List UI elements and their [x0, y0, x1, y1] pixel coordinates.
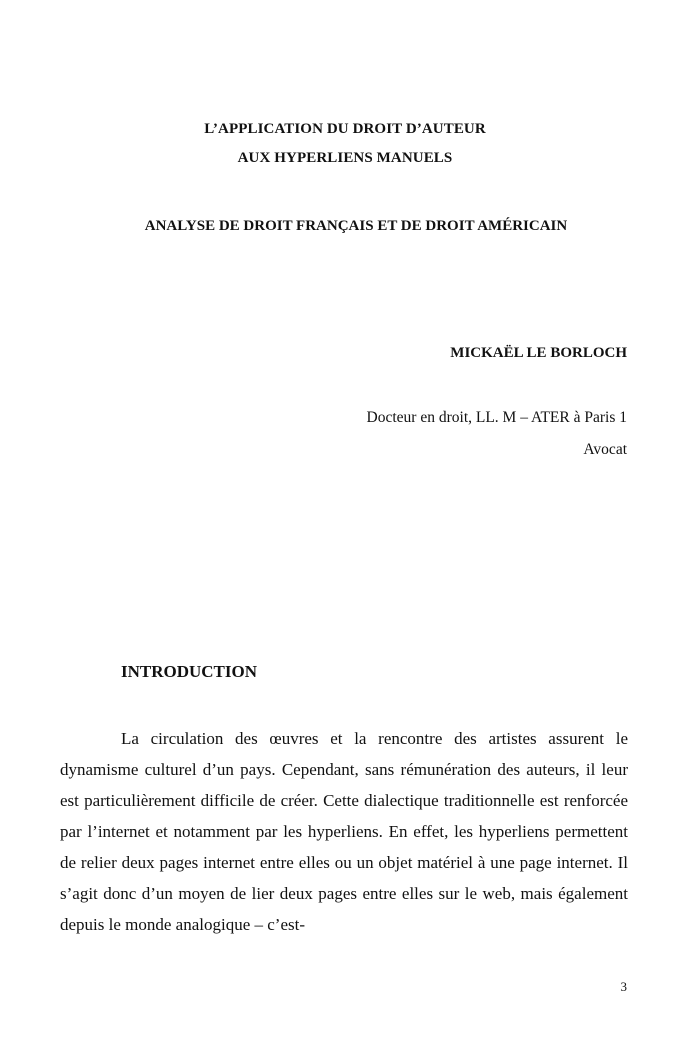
author-profession: Avocat [583, 441, 627, 458]
body-paragraph: La circulation des œuvres et la rencontre des artistes assurent le dynamisme culturel d’un pays. Cependant, sans rémunération des auteurs, il leur est particulièrement difficile de créer. Cette dialectique traditionnelle est renforcée par l’internet et notamment par les hyperliens. En effet, les hyperliens permettent de relier deux pages internet entre elles ou un objet matériel à une page internet. Il s’agit donc d’un moyen de lier deux pages entre elles sur le web, mais également depuis le monde analogique – c’est- [60, 729, 628, 934]
document-title-line-1: L’APPLICATION DU DROIT D’AUTEUR [204, 121, 486, 137]
document-title-line-2: AUX HYPERLIENS MANUELS [237, 150, 453, 166]
document-subtitle: ANALYSE DE DROIT FRANÇAIS ET DE DROIT AMÉRICAIN [144, 218, 568, 234]
author-affiliation: Docteur en droit, LL. M – ATER à Paris 1 [366, 409, 627, 426]
author-name: MICKAËL LE BORLOCH [450, 345, 627, 361]
section-heading: INTRODUCTION [121, 662, 258, 681]
page-number: 3 [620, 979, 627, 994]
